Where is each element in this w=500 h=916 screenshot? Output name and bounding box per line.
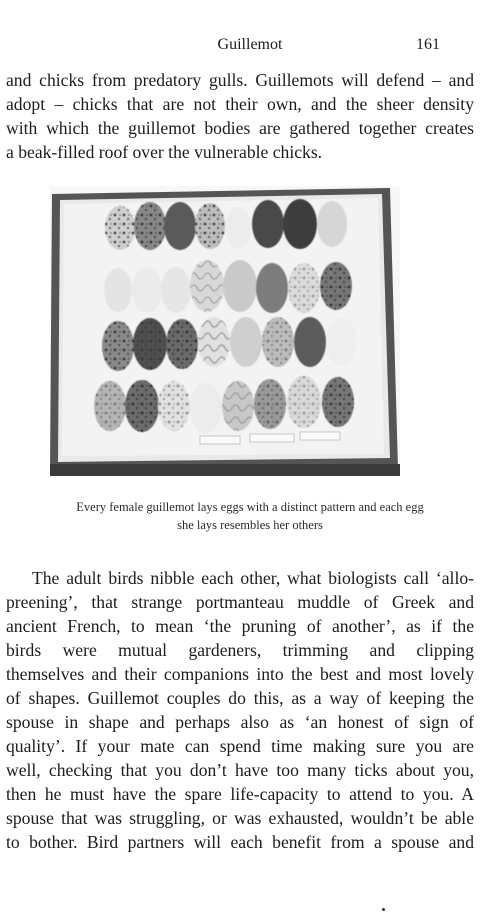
figure-caption: [0, 498, 500, 534]
paragraph-1: [6, 68, 474, 164]
print-speck: [382, 908, 385, 911]
text-line: a beak-filled roof over the vulnerable chicks.: [6, 142, 323, 162]
caption-line: Every female guillemot lays eggs with a distinct pattern and each egg: [76, 500, 424, 514]
text-line: The adult birds nibble each other, what biologists call ‘allo-: [32, 568, 474, 588]
egg-tray-image: [50, 186, 400, 476]
text-line: spouse that was struggling, or was exhausted, wouldn’t be able: [6, 808, 474, 828]
text-line: ancient French, to mean ‘the pruning of another’, as if the: [6, 616, 474, 636]
text-line: and chicks from predatory gulls. Guillemots will defend – and: [6, 70, 474, 90]
text-line: preening’, that strange portmanteau muddle of Greek and: [6, 592, 474, 612]
text-line: birds were mutual gardeners, trimming and clipping: [6, 640, 474, 660]
caption-line: she lays resembles her others: [177, 518, 323, 532]
text-line: adopt – chicks that are not their own, and the sheer density: [6, 94, 474, 114]
text-line: well, checking that you don’t have too many ticks about you,: [6, 760, 474, 780]
text-line: with which the guillemot bodies are gathered together creates: [6, 118, 474, 138]
text-line: quality’. If your mate can spend time making sure you are: [6, 736, 474, 756]
egg-collection-photo: [50, 186, 400, 476]
running-header: [0, 36, 500, 60]
text-line: spouse in shape and perhaps also as ‘an honest of sign of: [6, 712, 474, 732]
paragraph-2: [6, 566, 474, 854]
text-line: themselves and their companions into the best and most lovely: [6, 664, 474, 684]
chapter-title: Guillemot: [217, 36, 283, 53]
text-line: then he must have the spare life-capacity to attend to you. A: [6, 784, 474, 804]
text-line: of shapes. Guillemot couples do this, as a way of keeping the: [6, 688, 474, 708]
page-number: 161: [416, 36, 440, 53]
text-line: to bother. Bird partners will each benefit from a spouse and: [6, 832, 474, 852]
